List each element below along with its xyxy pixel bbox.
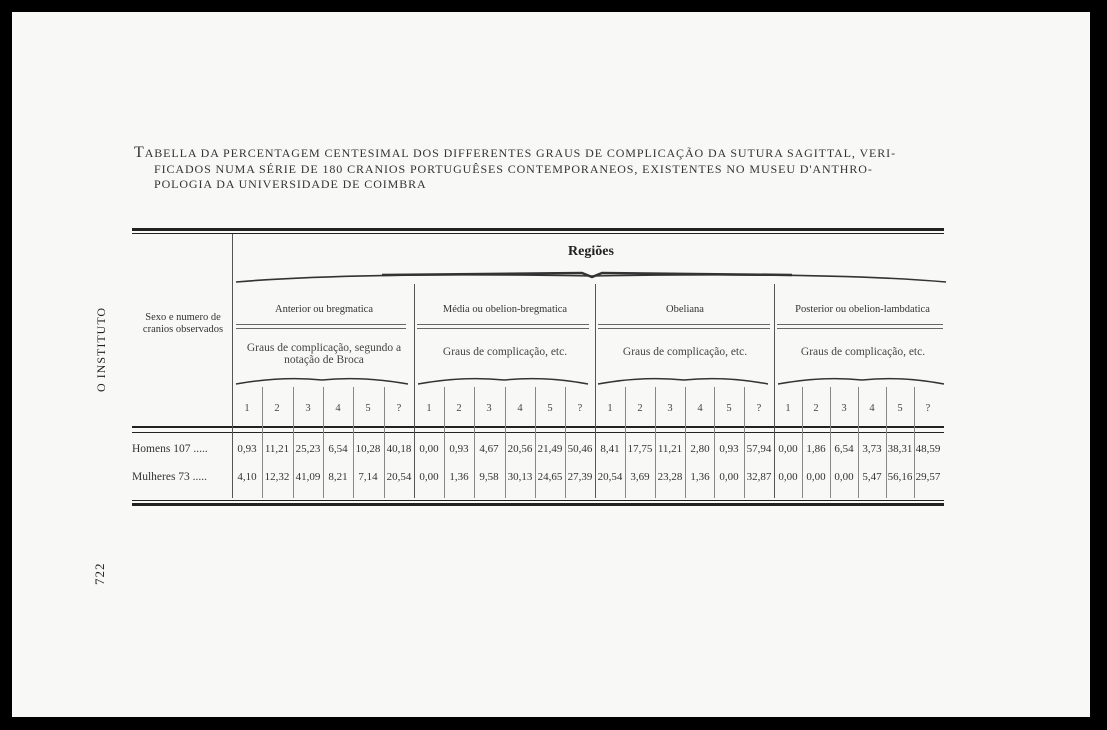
subcol-3-6: ? [756,403,762,414]
cell: 24,65 [537,471,563,483]
group-header: Regiões [568,244,614,259]
caption-line-1: ABELLA DA PERCENTAGEM CENTESIMAL DOS DIFFERENTES GRAUS DE COMPLICAÇÃO DA SUTURA SAGITTAL, VERI- [144,146,896,160]
cell: 10,28 [355,443,381,455]
cell: 25,23 [295,443,321,455]
cell: 6,54 [328,443,348,455]
cell: 0,00 [419,443,439,455]
cell: 32,87 [746,471,772,483]
row-header: Sexo e numero de cranios observados [142,312,224,335]
cell: 0,00 [834,471,854,483]
cell: 0,00 [419,471,439,483]
cell: 12,32 [264,471,290,483]
subcol-2-1: 1 [426,403,432,414]
cell: 0,93 [449,443,469,455]
subcol-4-4: 4 [869,403,875,414]
subcol-3-2: 2 [637,403,643,414]
cell: 0,93 [237,443,257,455]
subcol-1-6: ? [396,403,402,414]
subcol-2-6: ? [577,403,583,414]
subcol-2-3: 3 [486,403,492,414]
cell: 23,28 [657,471,683,483]
graus-posterior: Graus de complicação, etc. [800,346,926,358]
cell: 3,69 [630,471,650,483]
graus-media: Graus de complicação, etc. [442,346,568,358]
cell: 1,86 [806,443,826,455]
cell: 2,80 [690,443,710,455]
cell: 27,39 [567,471,593,483]
cell: 48,59 [915,443,941,455]
region-title-media: Média ou obelion-bregmatica [442,304,568,315]
header-rule [132,426,944,428]
cell: 57,94 [746,443,772,455]
running-title: O INSTITUTO [94,306,108,392]
cell: 5,47 [862,471,882,483]
caption-line-2: FICADOS NUMA SÉRIE DE 180 CRANIOS PORTUGUÊSES CONTEMPORANEOS, EXISTENTES NO MUSEU D'ANTHRO- [154,161,873,176]
top-rule [132,228,944,231]
graus-braces [232,374,950,388]
cell: 20,54 [597,471,623,483]
cell: 3,73 [862,443,882,455]
cell: 0,00 [719,471,739,483]
table-caption [134,145,944,193]
bottom-rule [132,503,944,506]
cell: 11,21 [657,443,683,455]
subcol-4-5: 5 [897,403,903,414]
cell: 0,93 [719,443,739,455]
cell: 50,46 [567,443,593,455]
subcol-3-5: 5 [726,403,732,414]
caption-initial: T [134,144,145,161]
cell: 7,14 [358,471,378,483]
subcol-1-2: 2 [274,403,280,414]
cell: 21,49 [537,443,563,455]
cell: 4,67 [479,443,499,455]
region-title-posterior: Posterior ou obelion-lambdatica [795,304,930,315]
cell: 41,09 [295,471,321,483]
cell: 9,58 [479,471,499,483]
subcol-1-1: 1 [244,403,250,414]
graus-anterior: Graus de complicação, segundo a notação de Broca [246,342,402,366]
row-label-mulheres: Mulheres 73 ..... [132,471,208,483]
cell: 0,00 [806,471,826,483]
top-rule-thin [132,233,944,234]
region-title-anterior: Anterior ou bregmatica [275,304,373,315]
subcol-1-5: 5 [365,403,371,414]
cell: 17,75 [627,443,653,455]
subcol-2-4: 4 [517,403,523,414]
graus-obeliana: Graus de complicação, etc. [622,346,748,358]
bottom-rule-thin [132,500,944,501]
subcol-4-1: 1 [785,403,791,414]
cell: 8,41 [600,443,620,455]
subcol-4-6: ? [925,403,931,414]
subcol-4-2: 2 [813,403,819,414]
row-label-homens: Homens 107 ..... [132,443,208,455]
cell: 1,36 [690,471,710,483]
cell: 8,21 [328,471,348,483]
subcol-2-5: 5 [547,403,553,414]
cell: 20,56 [507,443,533,455]
subcol-3-4: 4 [697,403,703,414]
cell: 4,10 [237,471,257,483]
caption-line-3: POLOGIA DA UNIVERSIDADE DE COIMBRA [154,177,427,191]
subcol-3-1: 1 [607,403,613,414]
cell: 40,18 [386,443,412,455]
cell: 6,54 [834,443,854,455]
cell: 11,21 [264,443,290,455]
cell: 38,31 [887,443,913,455]
cell: 0,00 [778,471,798,483]
page-number: 722 [92,562,107,585]
region-title-obeliana: Obeliana [666,304,704,315]
subcol-3-3: 3 [667,403,673,414]
cell: 56,16 [887,471,913,483]
header-rule-thin [132,432,944,433]
subcol-1-3: 3 [305,403,311,414]
cell: 30,13 [507,471,533,483]
cell: 20,54 [386,471,412,483]
cell: 0,00 [778,443,798,455]
cell: 29,57 [915,471,941,483]
regioes-brace [232,270,950,284]
cell: 1,36 [449,471,469,483]
document-page [12,12,1090,717]
subcol-4-3: 3 [841,403,847,414]
subcol-1-4: 4 [335,403,341,414]
subcol-2-2: 2 [456,403,462,414]
